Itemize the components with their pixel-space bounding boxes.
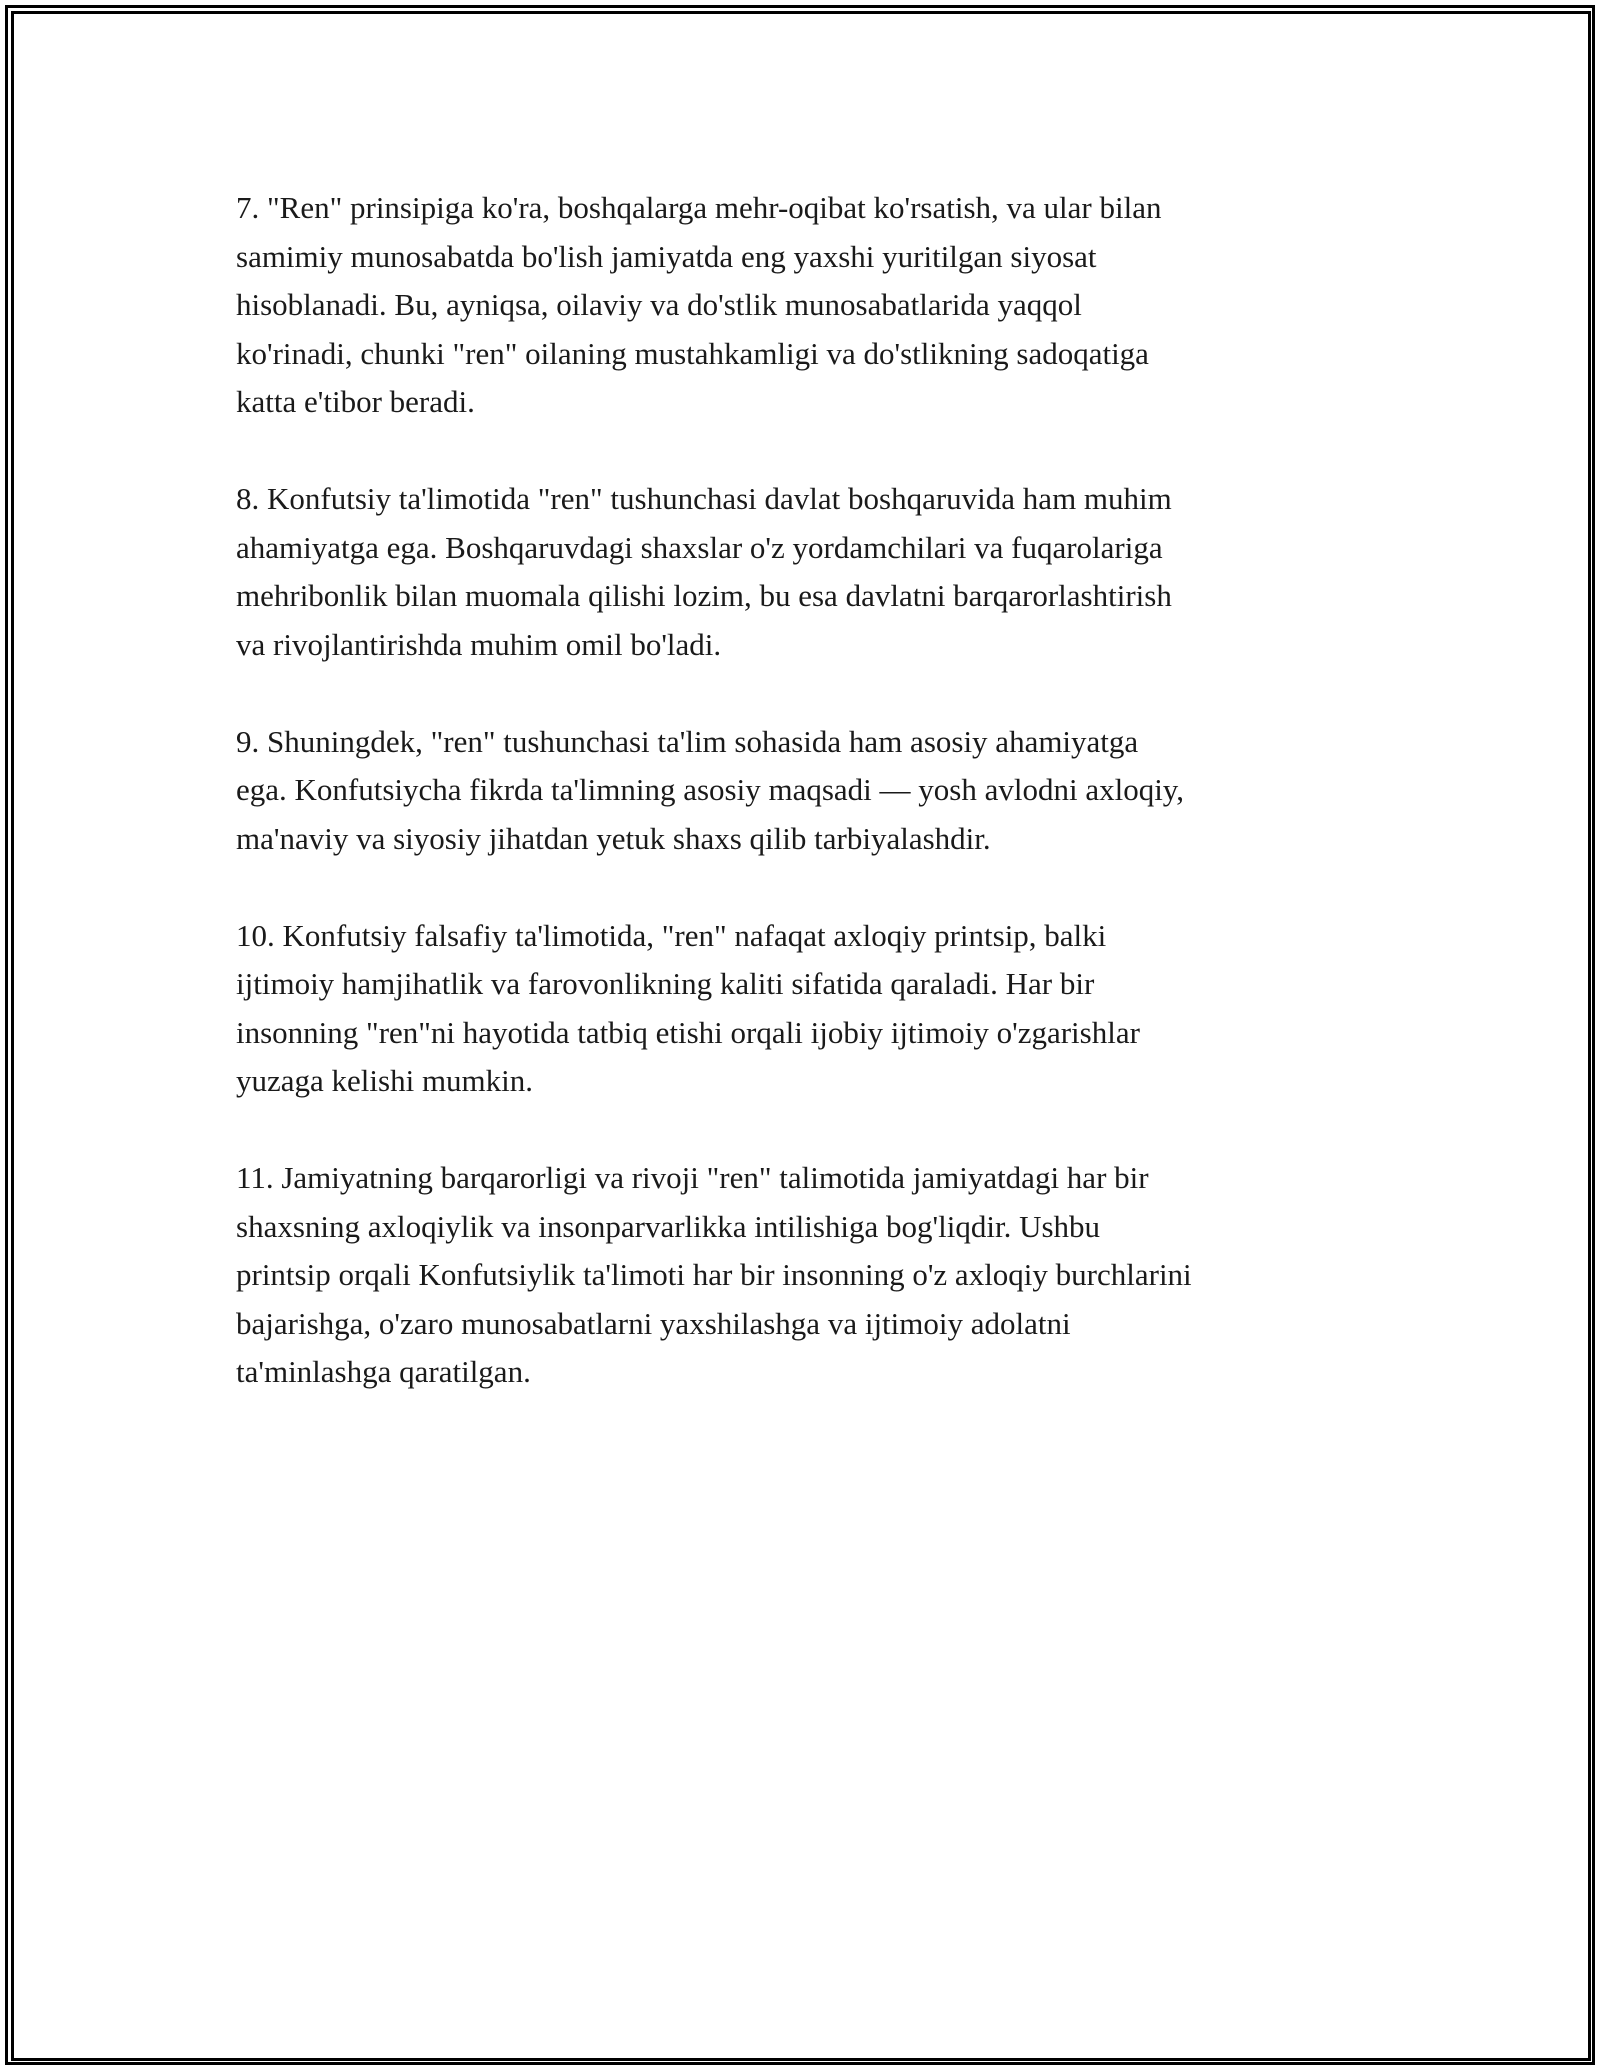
paragraph-7: 7. "Ren" prinsipiga ko'ra, boshqalarga mehr-oqibat ko'rsatish, va ular bilan samimiy munosabatda bo'lish jamiyatda eng yaxshi yuritilgan siyosat hisoblanadi. Bu, ayniqsa, oilaviy va do'stlik munosabatlarida yaqqol ko'rinadi, chunki "ren" oilaning mustahkamligi va do'stlikning sadoqatiga katta e'tibor beradi. [236, 190, 1162, 419]
document-body [236, 184, 1376, 1445]
paragraph-11: 11. Jamiyatning barqarorligi va rivoji "ren" talimotida jamiyatdagi har bir shaxsning axloqiylik va insonparvarlikka intilishiga bog'liqdir. Ushbu printsip orqali Konfutsiylik ta'limoti har bir insonning o'z axloqiy burchlarini bajarishga, o'zaro munosabatlarni yaxshilashga va ijtimoiy adolatni ta'minlashga qaratilgan. [236, 1160, 1192, 1389]
paragraph-9: 9. Shuningdek, "ren" tushunchasi ta'lim sohasida ham asosiy ahamiyatga ega. Konfutsiycha fikrda ta'limning asosiy maqsadi — yosh avlodni axloqiy, ma'naviy va siyosiy jihatdan yetuk shaxs qilib tarbiyalashdir. [236, 723, 1185, 856]
paragraph-8: 8. Konfutsiy ta'limotida "ren" tushunchasi davlat boshqaruvida ham muhim ahamiyatga ega. Boshqaruvdagi shaxslar o'z yordamchilari va fuqarolariga mehribonlik bilan muomala qilishi lozim, bu esa davlatni barqarorlashtirish va rivojlantirishda muhim omil bo'ladi. [236, 481, 1172, 662]
paragraph-10: 10. Konfutsiy falsafiy ta'limotida, "ren" nafaqat axloqiy printsip, balki ijtimoiy hamjihatlik va farovonlikning kaliti sifatida qaraladi. Har bir insonning "ren"ni hayotida tatbiq etishi orqali ijobiy ijtimoiy o'zgarishlar yuzaga kelishi mumkin. [236, 917, 1140, 1098]
